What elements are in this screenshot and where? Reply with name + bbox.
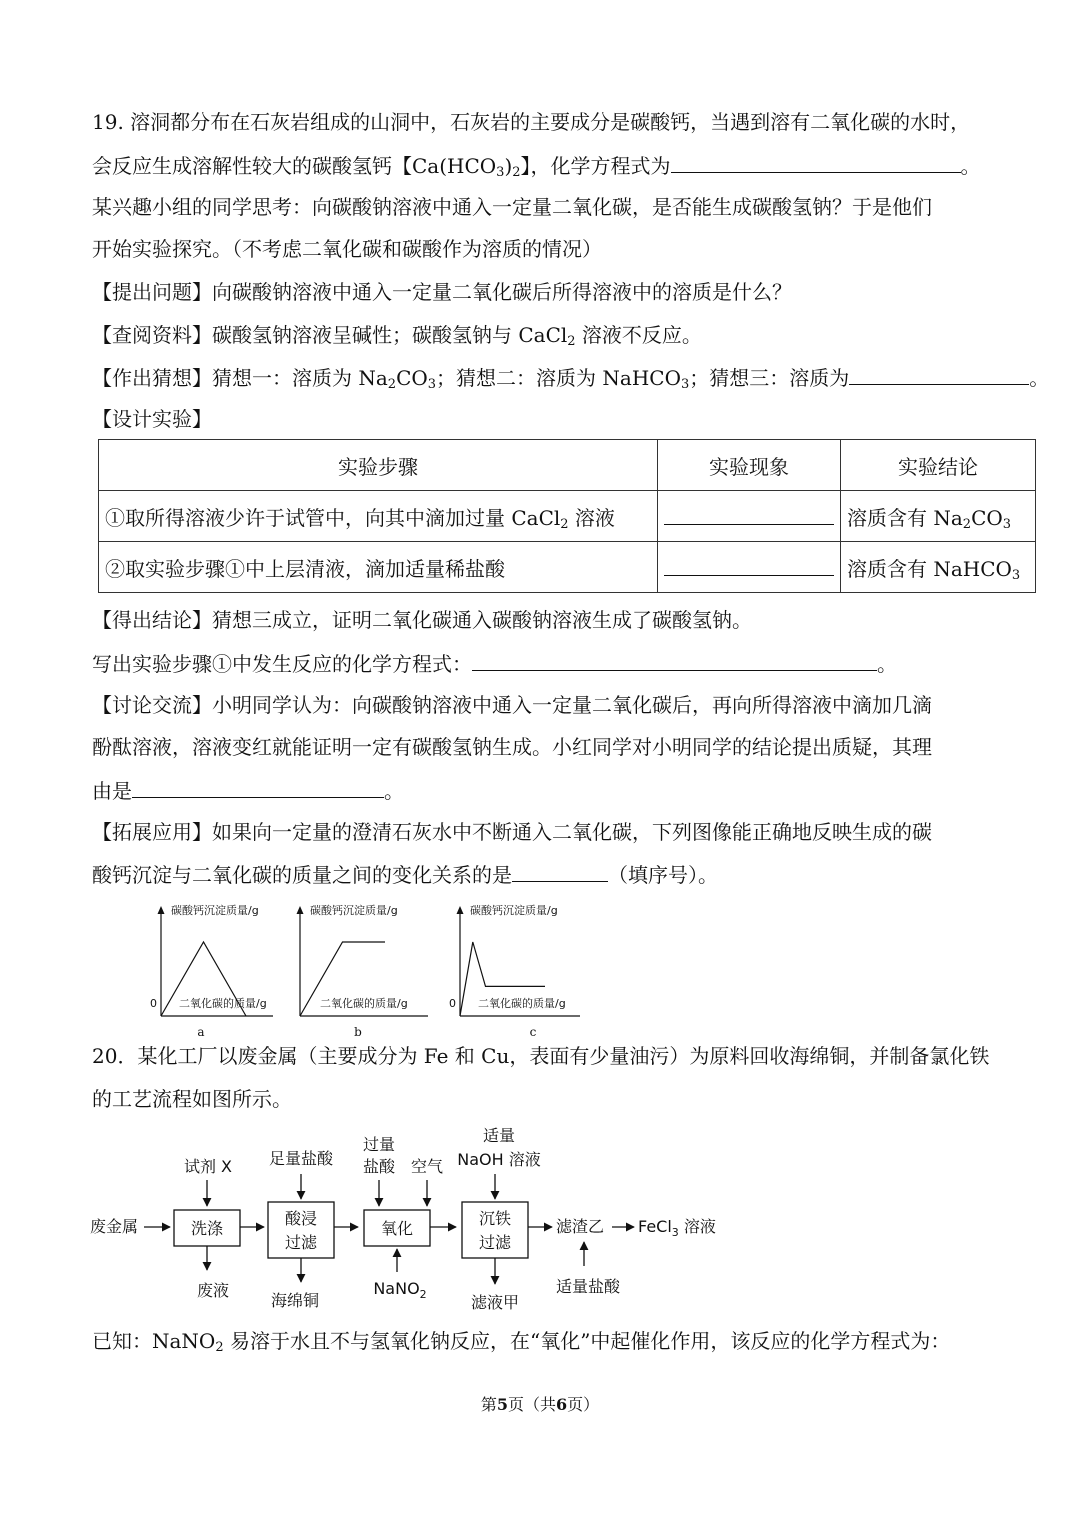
table-row — [99, 542, 1036, 593]
header-conclusion: 实验结论 — [841, 440, 1036, 491]
chart-a-ylabel: 碳酸钙沉淀质量/g — [171, 904, 259, 917]
flow-input-nano2: NaNO$_2$ — [373, 1279, 427, 1301]
q19-design: 【设计实验】 — [92, 407, 212, 431]
row1-phenomenon — [658, 491, 841, 542]
q19-write-equation: 写出实验步骤①中发生反应的化学方程式： 。 — [92, 648, 897, 679]
phenomenon-blank[interactable] — [664, 502, 834, 525]
chart-b-ylabel: 碳酸钙沉淀质量/g — [310, 904, 398, 917]
chart-a-xlabel: 二氧化碳的质量/g — [179, 997, 267, 1010]
q19-extend2: 酸钙沉淀与二氧化碳的质量之间的变化关系的是 （填序号）。 — [92, 859, 718, 890]
equation-blank[interactable] — [671, 150, 961, 173]
q19-guess: 【作出猜想】猜想一：溶质为 $Na_2CO_3$；猜想二：溶质为 NaHCO$_3$；猜想三：溶质为 。 — [92, 362, 1049, 393]
guess3-blank[interactable] — [849, 362, 1029, 385]
chart-c-y-arrow — [457, 906, 464, 914]
q19-discuss1: 【讨论交流】小明同学认为：向碳酸钠溶液中通入一定量二氧化碳后，再向所得溶液中滴加几滴 — [92, 693, 932, 717]
flow-input-air: 空气 — [410, 1157, 444, 1176]
q19-conclusion: 【得出结论】猜想三成立，证明二氧化碳通入碳酸钠溶液生成了碳酸氢钠。 — [92, 608, 752, 632]
q20-known: 已知：NaNO$_2$ 易溶于水且不与氢氧化钠反应，在“氧化”中起催化作用，该反应的化学方程式为： — [92, 1329, 951, 1355]
chart-a-origin: 0 — [150, 997, 157, 1010]
row2-phenomenon — [658, 542, 841, 593]
page-footer: 第5页（共6页） — [480, 1395, 600, 1414]
flow-input-naoh1: 适量 — [482, 1126, 516, 1145]
table-row — [99, 491, 1036, 542]
flow-box-iron-label1: 沉铁 — [478, 1209, 512, 1228]
row2-conclusion: 溶质含有 NaHCO$_3$ — [841, 542, 1036, 593]
q19-line2: 会反应生成溶解性较大的碳酸氢钙【$Ca(HCO_3)_2$】，化学方程式为 。 — [92, 150, 981, 181]
row2-step: ②取实验步骤①中上层清液，滴加适量稀盐酸 — [99, 542, 658, 593]
equation2-blank[interactable] — [472, 648, 877, 671]
process-flow-diagram — [88, 1122, 748, 1317]
flow-box-wash-label: 洗涤 — [190, 1219, 224, 1238]
q20-line2: 的工艺流程如图所示。 — [92, 1087, 292, 1111]
q19-discuss2: 酚酞溶液，溶液变红就能证明一定有碳酸氢钠生成。小红同学对小明同学的结论提出质疑，其理 — [92, 735, 932, 759]
row1-conclusion: 溶质含有 $Na_2CO_3$ — [841, 491, 1036, 542]
header-phenomenon: 实验现象 — [658, 440, 841, 491]
chart-c-caption: c — [529, 1025, 537, 1039]
chart-b — [290, 898, 440, 1043]
reason-blank[interactable] — [132, 775, 384, 798]
flow-output-filtrate: 滤液甲 — [470, 1293, 520, 1312]
row1-step: ①取所得溶液少许于试管中，向其中滴加过量 CaCl$_2$ 溶液 — [99, 491, 658, 542]
phenomenon-blank[interactable] — [664, 553, 834, 576]
flow-box-oxidize-label: 氧化 — [380, 1219, 414, 1238]
header-step: 实验步骤 — [99, 440, 658, 491]
chart-b-y-arrow — [297, 906, 304, 914]
flow-input-excess1: 过量 — [362, 1135, 396, 1154]
q19-line4: 开始实验探究。（不考虑二氧化碳和碳酸作为溶质的情况） — [92, 237, 602, 261]
flow-input-naoh2: NaOH 溶液 — [457, 1150, 541, 1169]
flow-input-excess2: 盐酸 — [362, 1157, 396, 1176]
flow-box-acid-label2: 过滤 — [284, 1233, 318, 1252]
chart-a-y-arrow — [158, 906, 165, 914]
flow-output-waste: 废液 — [196, 1281, 230, 1300]
chart-c-ylabel: 碳酸钙沉淀质量/g — [470, 904, 558, 917]
chart-a — [135, 898, 285, 1043]
flow-start: 废金属 — [90, 1217, 139, 1236]
q19-question: 【提出问题】向碳酸钠溶液中通入一定量二氧化碳后所得溶液中的溶质是什么？ — [92, 280, 792, 304]
q19-line3: 某兴趣小组的同学思考：向碳酸钠溶液中通入一定量二氧化碳，是否能生成碳酸氢钠？于是他们 — [92, 195, 932, 219]
q19-discuss3: 由是 。 — [92, 775, 404, 806]
chart-c — [440, 898, 590, 1043]
q19-extend1: 【拓展应用】如果向一定量的澄清石灰水中不断通入二氧化碳，下列图像能正确地反映生成的碳 — [92, 820, 932, 844]
chart-b-caption: b — [354, 1025, 362, 1039]
flow-box-iron-label2: 过滤 — [478, 1233, 512, 1252]
experiment-table — [98, 439, 1036, 593]
flow-output-copper: 海绵铜 — [270, 1291, 320, 1310]
chart-c-origin: 0 — [449, 997, 456, 1010]
answer-blank[interactable] — [512, 859, 608, 882]
chart-b-xlabel: 二氧化碳的质量/g — [320, 997, 408, 1010]
flow-input-hcl: 足量盐酸 — [268, 1149, 334, 1168]
table-header-row — [99, 440, 1036, 491]
chart-a-caption: a — [197, 1025, 205, 1039]
flow-box-acid-label1: 酸浸 — [284, 1209, 318, 1228]
flow-input-reagent: 试剂 X — [183, 1157, 233, 1176]
q19-material: 【查阅资料】碳酸氢钠溶液呈碱性；碳酸氢钠与 CaCl$_2$ 溶液不反应。 — [92, 323, 702, 349]
chart-c-xlabel: 二氧化碳的质量/g — [478, 997, 566, 1010]
q20-line1: 20．某化工厂以废金属（主要成分为 Fe 和 Cu，表面有少量油污）为原料回收海绵铜，并制备氯化铁 — [92, 1044, 990, 1068]
flow-input-mid-hcl: 适量盐酸 — [555, 1277, 621, 1296]
flow-end: FeCl$_3$ 溶液 — [638, 1217, 716, 1239]
q19-line1: 19. 溶洞都分布在石灰岩组成的山洞中，石灰岩的主要成分是碳酸钙，当遇到溶有二氧化碳的水时， — [92, 110, 971, 134]
flow-residue: 滤渣乙 — [556, 1217, 605, 1236]
